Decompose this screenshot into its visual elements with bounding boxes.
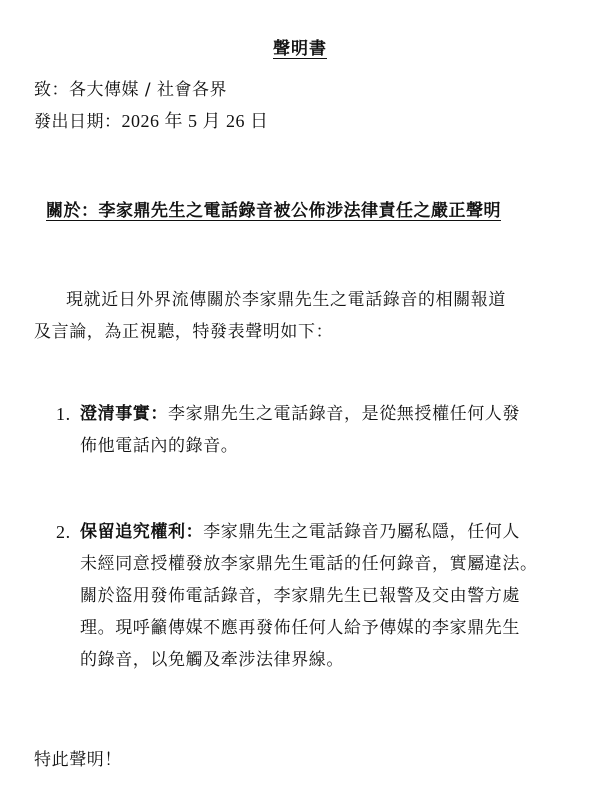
statement-point-reserve-rights bbox=[56, 516, 586, 676]
statement-point-clarify-facts bbox=[56, 398, 586, 462]
point-text: 李家鼎先生之電話錄音乃屬私隱，任何人 bbox=[203, 522, 521, 542]
point-number: 1. bbox=[56, 404, 71, 424]
issue-date-value: 2026 年 5 月 26 日 bbox=[121, 111, 269, 131]
point-line: 未經同意授權發放李家鼎先生電話的任何錄音，實屬違法。 bbox=[80, 554, 538, 574]
point-line bbox=[80, 398, 586, 430]
document-title: 聲明書 bbox=[273, 39, 327, 59]
point-line: 關於盜用發佈電話錄音，李家鼎先生已報警及交由警方處 bbox=[80, 586, 520, 606]
point-line: 理。現呼籲傳媒不應再發佈任何人給予傳媒的李家鼎先生 bbox=[80, 618, 520, 638]
intro-line: 及言論，為正視聽，特發表聲明如下： bbox=[34, 322, 334, 342]
issue-date-label: 發出日期： bbox=[34, 112, 122, 132]
intro-paragraph bbox=[34, 284, 564, 348]
point-text: 李家鼎先生之電話錄音，是從無授權任何人發 bbox=[168, 404, 520, 424]
point-body bbox=[56, 516, 586, 676]
point-line bbox=[80, 516, 586, 548]
point-line: 佈他電話內的錄音。 bbox=[80, 436, 239, 456]
issue-date-line bbox=[34, 107, 269, 133]
point-number: 2. bbox=[56, 522, 71, 542]
point-line: 的錄音，以免觸及牽涉法律界線。 bbox=[80, 650, 344, 670]
point-heading: 澄清事實： bbox=[80, 404, 168, 424]
intro-line: 現就近日外界流傳關於李家鼎先生之電話錄音的相關報道 bbox=[66, 290, 506, 310]
closing-statement: 特此聲明！ bbox=[34, 750, 122, 770]
point-heading: 保留追究權利： bbox=[80, 522, 204, 542]
point-body bbox=[56, 398, 586, 462]
recipient-line: 致：各大傳媒 / 社會各界 bbox=[34, 80, 228, 100]
statement-subject: 關於：李家鼎先生之電話錄音被公佈涉法律責任之嚴正聲明 bbox=[46, 201, 501, 221]
